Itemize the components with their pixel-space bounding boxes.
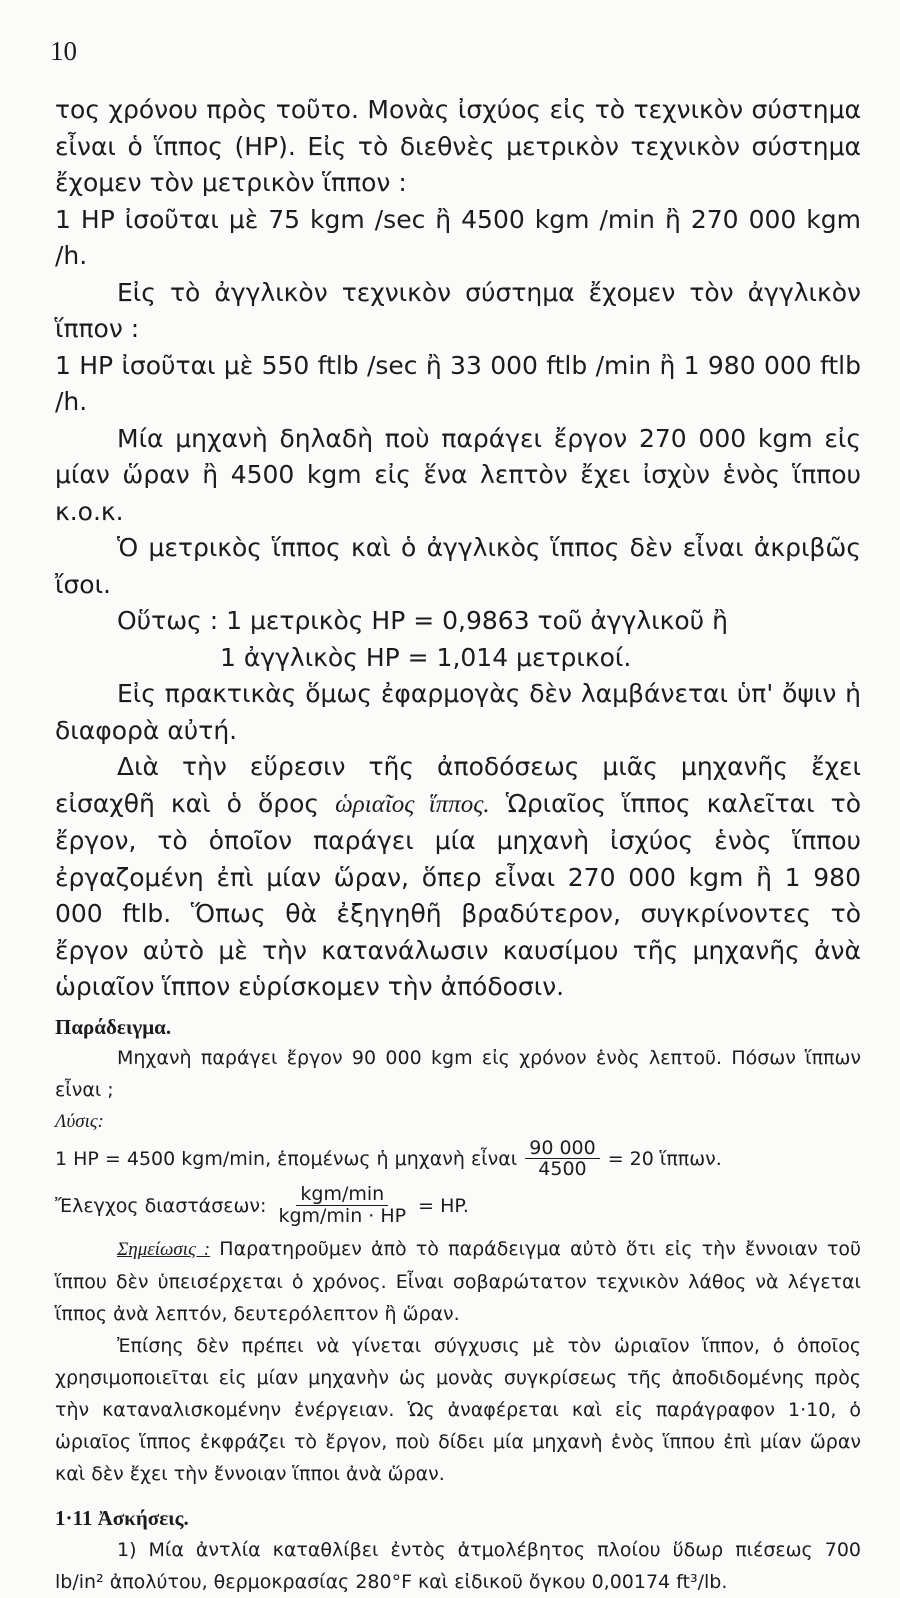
eq2-right: = HP. (418, 1194, 469, 1217)
section-title: 1·11 Ἀσκήσεις. (55, 1506, 189, 1531)
paragraph: Εἰς πρακτικὰς ὅμως ἐφαρμογὰς δὲν λαμβάνεται ὑπ' ὄψιν ἡ διαφορὰ αὐτή. (55, 679, 861, 745)
eq1-right: = 20 ἵππων. (607, 1147, 722, 1170)
denominator: kgm/min · HP (278, 1205, 407, 1228)
fraction (274, 1184, 410, 1227)
formula-line: Οὕτως : 1 μετρικὸς HP = 0,9863 τοῦ ἀγγλικοῦ ἢ (117, 606, 728, 635)
solution-label: Λύσις: (55, 1110, 104, 1132)
equation-2 (55, 1184, 861, 1227)
paragraph: Εἰς τὸ ἀγγλικὸν τεχνικὸν σύστημα ἔχομεν τὸν ἀγγλικὸν ἵππον : (55, 277, 861, 343)
formula-line: 1 HP ἰσοῦται μὲ 75 kgm /sec ἢ 4500 kgm /min ἢ 270 000 kgm /h. (55, 204, 861, 270)
paragraph: Ὁ μετρικὸς ἵππος καὶ ὁ ἀγγλικὸς ἵππος δὲν εἶναι ἀκριβῶς ἴσοι. (55, 533, 861, 599)
denominator: 4500 (538, 1158, 587, 1181)
fraction (525, 1138, 599, 1181)
example-title: Παράδειγμα. (55, 1014, 172, 1039)
formula-line: 1 HP ἰσοῦται μὲ 550 ftlb /sec ἢ 33 000 ftlb /min ἢ 1 980 000 ftlb /h. (55, 350, 861, 416)
numerator: 90 000 (525, 1138, 599, 1160)
equation-1 (55, 1138, 861, 1181)
term-italic: ὡριαῖος ἵππος. (335, 790, 490, 818)
eq2-left: Ἔλεγχος διαστάσεων: (55, 1194, 267, 1217)
page-number: 10 (50, 36, 77, 66)
example-problem: Μηχανὴ παράγει ἔργον 90 000 kgm εἰς χρόνον ἑνὸς λεπτοῦ. Πόσων ἵππων εἶναι ; (55, 1046, 861, 1101)
body-text (55, 92, 861, 1598)
note-label: Σημείωσις : (117, 1239, 211, 1261)
paragraph: Μία μηχανὴ δηλαδὴ ποὺ παράγει ἔργον 270 000 kgm εἰς μίαν ὥραν ἢ 4500 kgm εἰς ἕνα λεπτὸν ἔχει ἰσχὺν ἑνὸς ἵππου κ.ο.κ. (55, 423, 861, 526)
exercise-item: 1) Μία ἀντλία καταθλίβει ἐντὸς ἀτμολέβητος πλοίου ὕδωρ πιέσεως 700 lb/in² ἀπολύτου, θερμοκρασίας 280°F καὶ εἰδικοῦ ὄγκου 0,00174 ft³/lb. (55, 1539, 861, 1594)
numerator: kgm/min (296, 1184, 388, 1206)
paragraph: τος χρόνου πρὸς τοῦτο. Μονὰς ἰσχύος εἰς τὸ τεχνικὸν σύστημα εἶναι ὁ ἵππος (HP). Εἰς τὸ διεθνὲς μετρικὸν τεχνικὸν σύστημα ἔχομεν τὸν μετρικὸν ἵππον : (55, 95, 861, 197)
note (55, 1233, 861, 1330)
paragraph-rest: Ὡριαῖος ἵππος καλεῖται τὸ ἔργον, τὸ ὁποῖον παράγει μία μηχανὴ ἰσχύος ἑνὸς ἵππου ἐργαζομένη ἐπὶ μίαν ὥραν, ὅπερ εἶναι 270 000 kgm ἢ 1 980 000 ftlb. Ὅπως θὰ ἐξηγηθῆ βραδύτερον, συγκρίνοντες τὸ ἔργον αὐτὸ μὲ τὴν κατανάλωσιν καυσίμου τῆς μηχανῆς ἀνὰ ὡριαῖον ἵππον εὑρίσκομεν τὴν ἀπόδοσιν. (55, 788, 862, 1001)
note-continued: Ἐπίσης δὲν πρέπει νὰ γίνεται σύγχυσις μὲ τὸν ὡριαῖον ἵππον, ὁ ὁποῖος χρησιμοποιεῖται εἰς μίαν μηχανὴν ὡς μονὰς συγκρίσεως τῆς ἀποδιδομένης πρὸς τὴν καταναλισκομένην ἐνέργειαν. Ὡς ἀναφέρεται καὶ εἰς παράγραφον 1·10, ὁ ὡριαῖος ἵππος ἐκφράζει τὸ ἔργον, ποὺ δίδει μία μηχανὴ ἑνὸς ἵππου ἐπὶ μίαν ὥραν καὶ δὲν ἔχει τὴν ἔννοιαν ἵπποι ἀνὰ ὥραν. (55, 1335, 861, 1486)
formula-line: 1 ἀγγλικὸς HP = 1,014 μετρικοί. (220, 642, 632, 672)
paragraph-hourly-hp (55, 749, 861, 1006)
note-text: Παρατηροῦμεν ἀπὸ τὸ παράδειγμα αὐτὸ ὅτι εἰς τὴν ἔννοιαν τοῦ ἵππου δὲν ὑπεισέρχεται ὁ χρόνος. Εἶναι σοβαρώτατον τεχνικὸν λάθος νὰ λέγεται ἵππος ἀνὰ λεπτόν, δευτερόλεπτον ἢ ὥραν. (55, 1238, 861, 1326)
paragraph-lead: Διὰ τὴν εὕρεσιν τῆς ἀποδόσεως μιᾶς μηχανῆς ἔχει εἰσαχθῆ καὶ ὁ ὅρος (55, 752, 861, 818)
eq1-left: 1 HP = 4500 kgm/min, ἑπομένως ἡ μηχανὴ εἶναι (55, 1147, 518, 1170)
